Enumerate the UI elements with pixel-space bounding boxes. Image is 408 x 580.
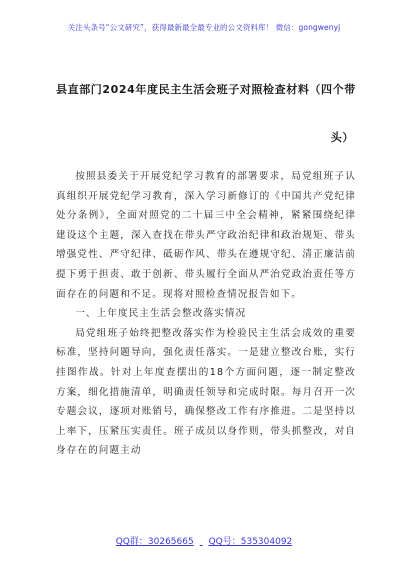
paragraph-rectification: 局党组班子始终把整改落实作为检验民主生活会成效的重要标准，坚持问题导向，强化责任落实。一是建立整改台账，实行挂图作战。针对上年度查摆出的18个方面问题，逐一制定整改方案，细化措施清单，明确责任领导和完成时限。每月召开一次专题会议，逐项对账销号，确保整改工作有序推进。二是坚持以上率下，压紧压实责任。班子成员以身作则，带头抓整改，对自身存在的问题主动 [56,327,356,457]
title-line-2: 头） [330,131,354,144]
contact-footer [0,534,408,547]
promo-banner: 关注头条号“公文研究”，获得最新最全最专业的公文资料库！ 微信：gongwenyj [67,23,341,32]
document-body [56,167,356,461]
section-heading: 一、上年度民主生活会整改落实情况 [75,308,247,320]
qq-number-link[interactable]: QQ号：535304092 [208,537,293,547]
title-line-1: 县直部门2024年度民主生活会班子对照检查材料（四个带 [56,83,356,96]
qq-group-link[interactable]: QQ群：30265665 [115,537,194,547]
paragraph-intro: 按照县委关于开展党纪学习教育的部署要求，局党组班子认真组织开展党纪学习教育，深入学习新修订的《中国共产党纪律处分条例》，全面对照党的二十届三中全会精神，紧紧围绕纪律建设这个主题，深入查找在带头严守政治纪律和政治规矩、带头增强党性、严守纪律、砥砺作风、带头在遵规守纪、清正廉洁前提下勇于担责、敢于创新、带头履行全面从严治党政治责任等方面存在的问题和不足。现将对照检查情况报告如下。 [56,171,356,300]
document-title [56,66,356,162]
